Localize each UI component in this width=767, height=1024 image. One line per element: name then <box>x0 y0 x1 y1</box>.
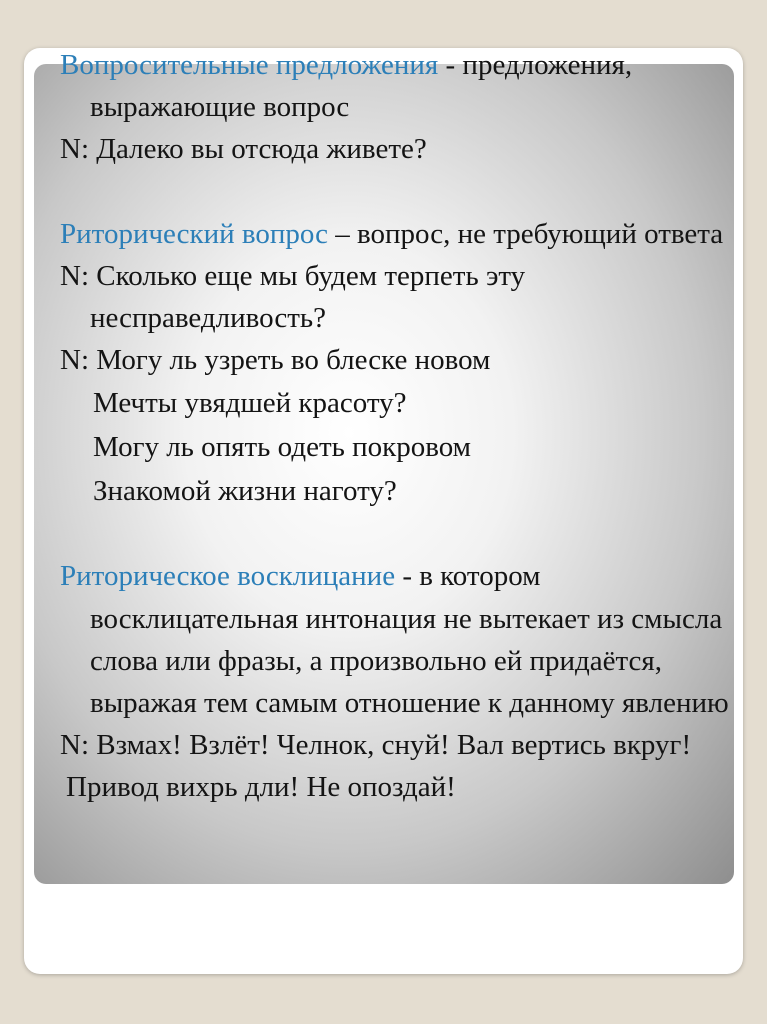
definition-rhetorical-question <box>60 213 740 255</box>
spacer <box>60 171 740 213</box>
term-rhetorical-question: Риторический вопрос <box>60 217 328 250</box>
term-rhetorical-exclamation: Риторическое восклицание <box>60 560 396 593</box>
slide-text <box>60 44 740 809</box>
definition-interrogative <box>60 44 740 128</box>
definition-rhetorical-exclamation-text: - в котором восклицательная интонация не вытекает из смысла слова или фразы, а произвольно ей придаётся, выражая тем самым отношение к данному явлению <box>90 560 729 720</box>
term-interrogative: Вопросительные предложения <box>60 49 439 81</box>
example-rhetorical-question-1: N: Сколько еще мы будем терпеть эту несправедливость? <box>60 259 526 335</box>
example-rhetorical-exclamation: N: Взмах! Взлёт! Челнок, снуй! Вал вертись вкруг! <box>60 729 692 762</box>
example-rhetorical-question-2: N: Могу ль узреть во блеске новом <box>60 344 491 377</box>
definition-rhetorical-question-text: – вопрос, не требующий ответа <box>328 217 724 250</box>
verse-line: Знакомой жизни наготу? <box>93 475 397 508</box>
verse-line: Мечты увядшей красоту? <box>93 387 407 420</box>
example-interrogative: N: Далеко вы отсюда живете? <box>60 133 427 166</box>
definition-rhetorical-exclamation <box>60 555 740 724</box>
example-rhetorical-exclamation-tail: Привод вихрь дли! Не опоздай! <box>66 771 456 804</box>
definition-interrogative-text: - предложения, выражающие вопрос <box>90 49 633 124</box>
verse-line: Могу ль опять одеть покровом <box>93 431 472 464</box>
spacer <box>60 513 740 555</box>
